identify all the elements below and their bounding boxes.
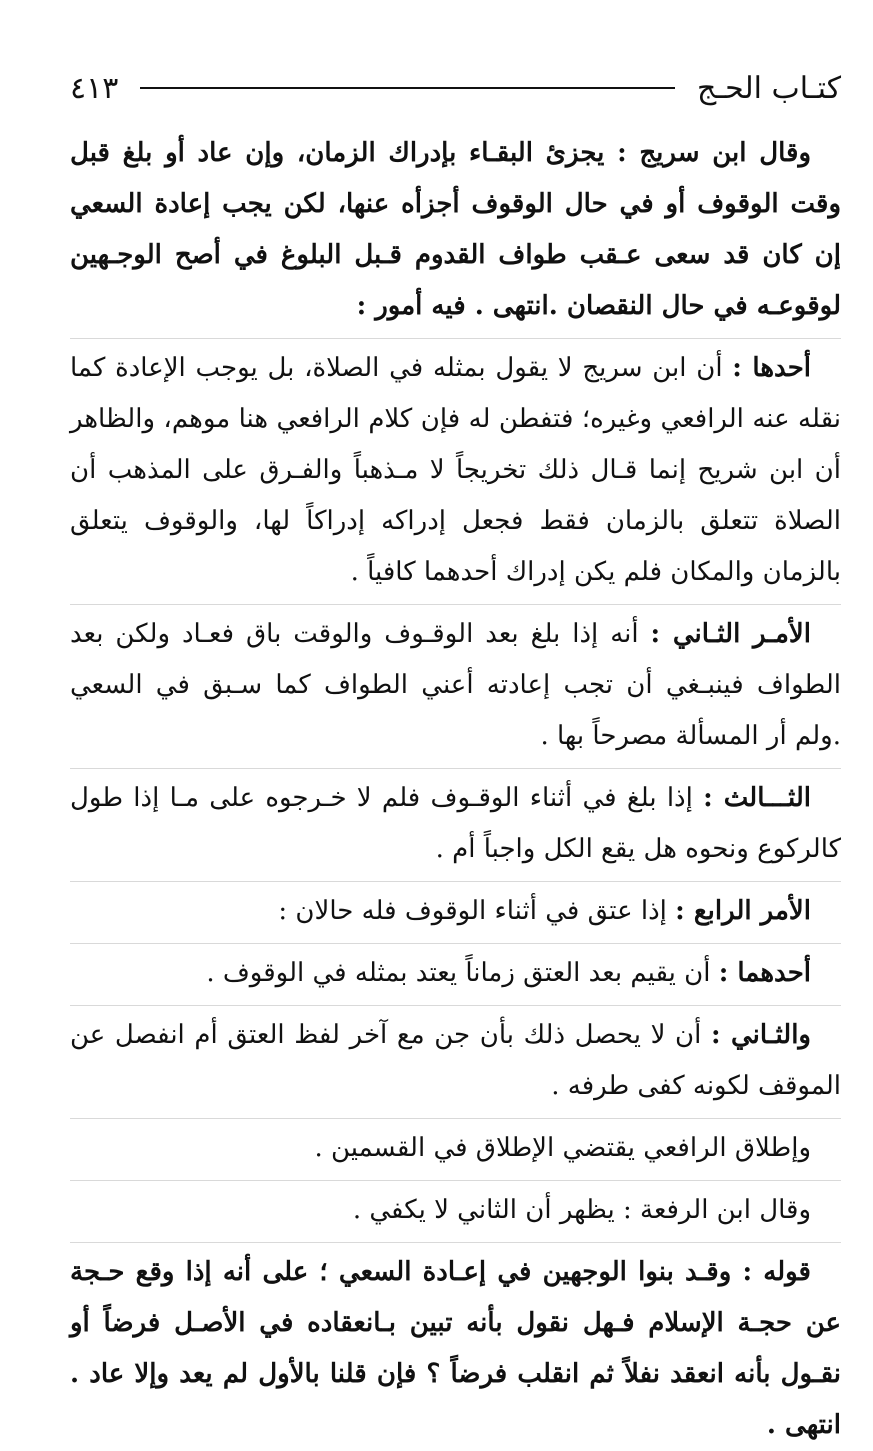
paragraph-text: إذا عتق في أثناء الوقوف فله حالان :: [278, 896, 676, 926]
divider: [70, 1118, 841, 1119]
divider: [70, 604, 841, 605]
paragraph-second-point: [70, 609, 841, 762]
paragraph-ibn-rifaa-note: [70, 1185, 841, 1236]
paragraph-lead: الأمـر الثـاني :: [650, 619, 811, 649]
paragraph-case-one: [70, 948, 841, 999]
book-title: كتـاب الحـج: [696, 70, 841, 106]
paragraph-lead: الأمر الرابع :: [675, 896, 811, 926]
header-rule: [140, 87, 675, 89]
paragraph-text: أنه إذا بلغ بعد الوقـوف والوقت باق فعـاد ولكن بعد الطواف فينبـغي أن تجب إعادته أعني الطواف كما سـبق في السعي .ولم أر المسألة مصرحاً بها .: [70, 619, 841, 751]
paragraph-lead: أحدهما :: [718, 958, 811, 988]
paragraph-case-two: [70, 1010, 841, 1112]
paragraph-quote-ibn-surayj: [70, 128, 841, 332]
divider: [70, 768, 841, 769]
paragraph-text: وقال ابن سريج : يجزئ البقـاء بإدراك الزمان، وإن عاد أو بلغ قبل وقت الوقوف أو في حال الوقوف أجزأه عنها، لكن يجب إعادة السعي إن كان قد سعى عـقب طواف القدوم قـبل البلوغ في أصح الوجـهين لوقوعـه في حال النقصان .انتهى . فيه أمور :: [70, 138, 841, 321]
paragraph-rafii-note: [70, 1123, 841, 1174]
paragraph-third-point: [70, 773, 841, 875]
paragraph-fourth-point: [70, 886, 841, 937]
paragraph-text: وقال ابن الرفعة : يظهر أن الثاني لا يكفي .: [352, 1195, 811, 1225]
divider: [70, 1242, 841, 1243]
paragraph-lead: أحدها :: [732, 353, 811, 383]
paragraph-lead: الثـــالث :: [703, 783, 811, 813]
running-header: [70, 62, 841, 114]
paragraph-lead: والثـاني :: [710, 1020, 811, 1050]
divider: [70, 881, 841, 882]
page-number: ٤١٣: [70, 70, 119, 106]
paragraph-text: وإطلاق الرافعي يقتضي الإطلاق في القسمين .: [314, 1133, 811, 1163]
paragraph-text: قوله : وقـد بنوا الوجهين في إعـادة السعي ؛ على أنه إذا وقع حـجة عن حجـة الإسلام فـهل نقول بأنه تبين بـانعقاده في الأصـل فرضاً أو نقـول بأنه انعقد نفلاً ثم انقلب فرضاً ؟ فإن قلنا بالأول لم يعد وإلا عاد . انتهى .: [70, 1257, 841, 1440]
divider: [70, 1180, 841, 1181]
paragraph-text: أن ابن سريج لا يقول بمثله في الصلاة، بل يوجب الإعادة كما نقله عنه الرافعي وغيره؛ فتفطن له فإن كلام الرافعي هنا موهم، والظاهر أن ابن شريح إنما قـال ذلك تخريجاً لا مـذهباً والفـرق على المذهب أن الصلاة تتعلق بالزمان فقط فجعل إدراكه إدراكاً لها، والوقوف يتعلق بالزمان والمكان فلم يكن إدراك أحدهما كافياً .: [70, 353, 841, 587]
divider: [70, 943, 841, 944]
paragraph-quote-two-views: [70, 1247, 841, 1451]
paragraph-text: أن يقيم بعد العتق زماناً يعتد بمثله في الوقوف .: [206, 958, 719, 988]
divider: [70, 338, 841, 339]
divider: [70, 1005, 841, 1006]
paragraph-first-point: [70, 343, 841, 598]
paragraph-text: إذا بلغ في أثناء الوقـوف فلم لا خـرجوه على مـا إذا طول كالركوع ونحوه هل يقع الكل واجباً أم .: [70, 783, 841, 864]
paragraph-text: أن لا يحصل ذلك بأن جن مع آخر لفظ العتق أم انفصل عن الموقف لكونه كفى طرفه .: [70, 1020, 841, 1101]
